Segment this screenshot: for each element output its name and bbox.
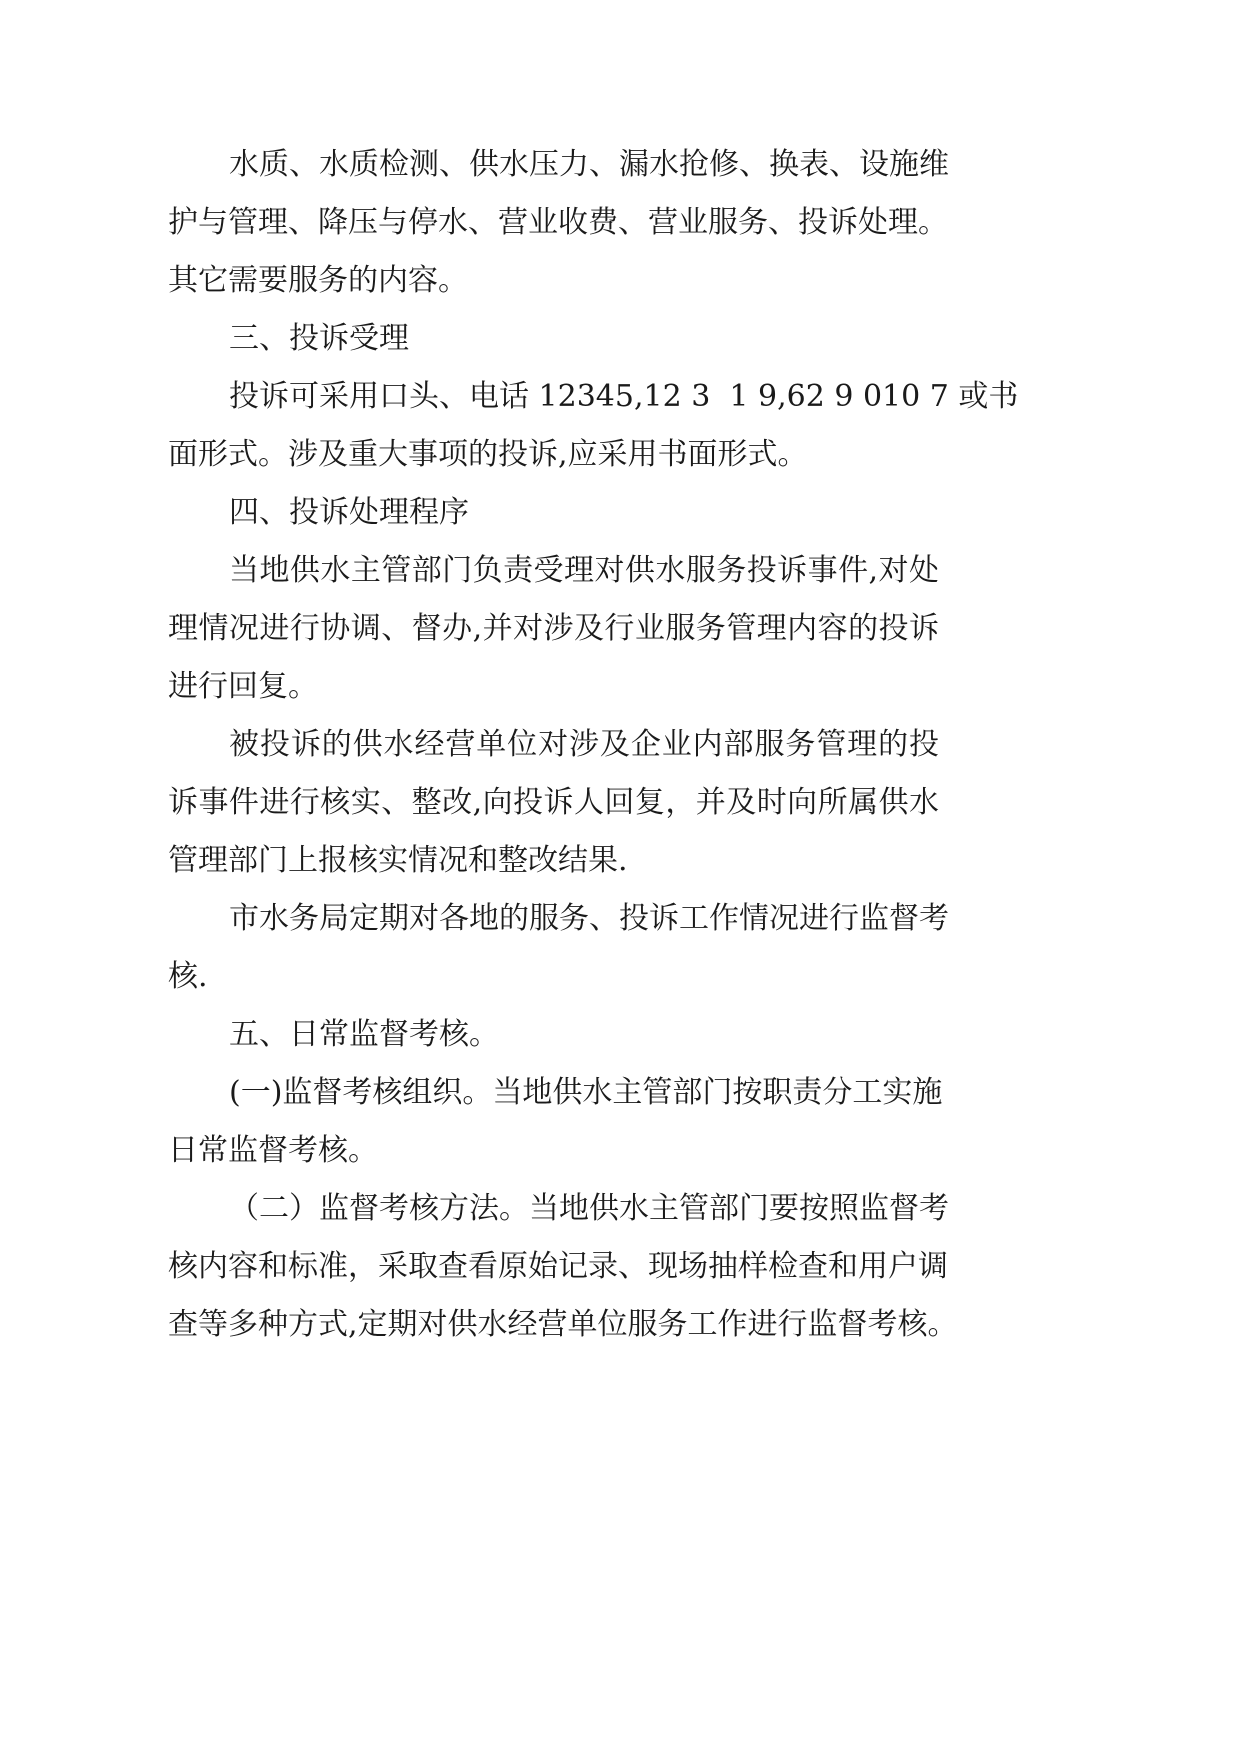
paragraph-line: 当地供水主管部门负责受理对供水服务投诉事件,对处 (229, 553, 939, 588)
paragraph-line: 查等多种方式,定期对供水经营单位服务工作进行监督考核。 (168, 1307, 958, 1342)
paragraph-line: 诉事件进行核实、整改,向投诉人回复，并及时向所属供水 (168, 785, 939, 820)
paragraph-line: 其它需要服务的内容。 (168, 263, 468, 298)
paragraph-line: 市水务局定期对各地的服务、投诉工作情况进行监督考 (229, 901, 949, 936)
section-heading: 四、投诉处理程序 (229, 495, 469, 530)
paragraph-line: 理情况进行协调、督办,并对涉及行业服务管理内容的投诉 (168, 611, 939, 646)
paragraph-line: (一)监督考核组织。当地供水主管部门按职责分工实施 (229, 1075, 943, 1110)
paragraph-line: 进行回复。 (168, 669, 318, 704)
paragraph-line: 水质、水质检测、供水压力、漏水抢修、换表、设施维 (229, 147, 949, 182)
section-heading: 三、投诉受理 (229, 321, 409, 356)
paragraph-line: 投诉可采用口头、电话 12345,12 3 1 9,62 9 010 7 或书 (229, 379, 1019, 414)
paragraph-line: 核. (168, 959, 208, 994)
paragraph-line: 日常监督考核。 (168, 1133, 378, 1168)
paragraph-line: 护与管理、降压与停水、营业收费、营业服务、投诉处理。 (168, 205, 948, 240)
paragraph-line: 面形式。涉及重大事项的投诉,应采用书面形式。 (168, 437, 808, 472)
section-heading: 五、日常监督考核。 (229, 1017, 499, 1052)
paragraph-line: 核内容和标准，采取查看原始记录、现场抽样检查和用户调 (168, 1249, 948, 1284)
paragraph-line: 管理部门上报核实情况和整改结果. (168, 843, 628, 878)
paragraph-line: （二）监督考核方法。当地供水主管部门要按照监督考 (229, 1191, 949, 1226)
paragraph-line: 被投诉的供水经营单位对涉及企业内部服务管理的投 (229, 727, 939, 762)
